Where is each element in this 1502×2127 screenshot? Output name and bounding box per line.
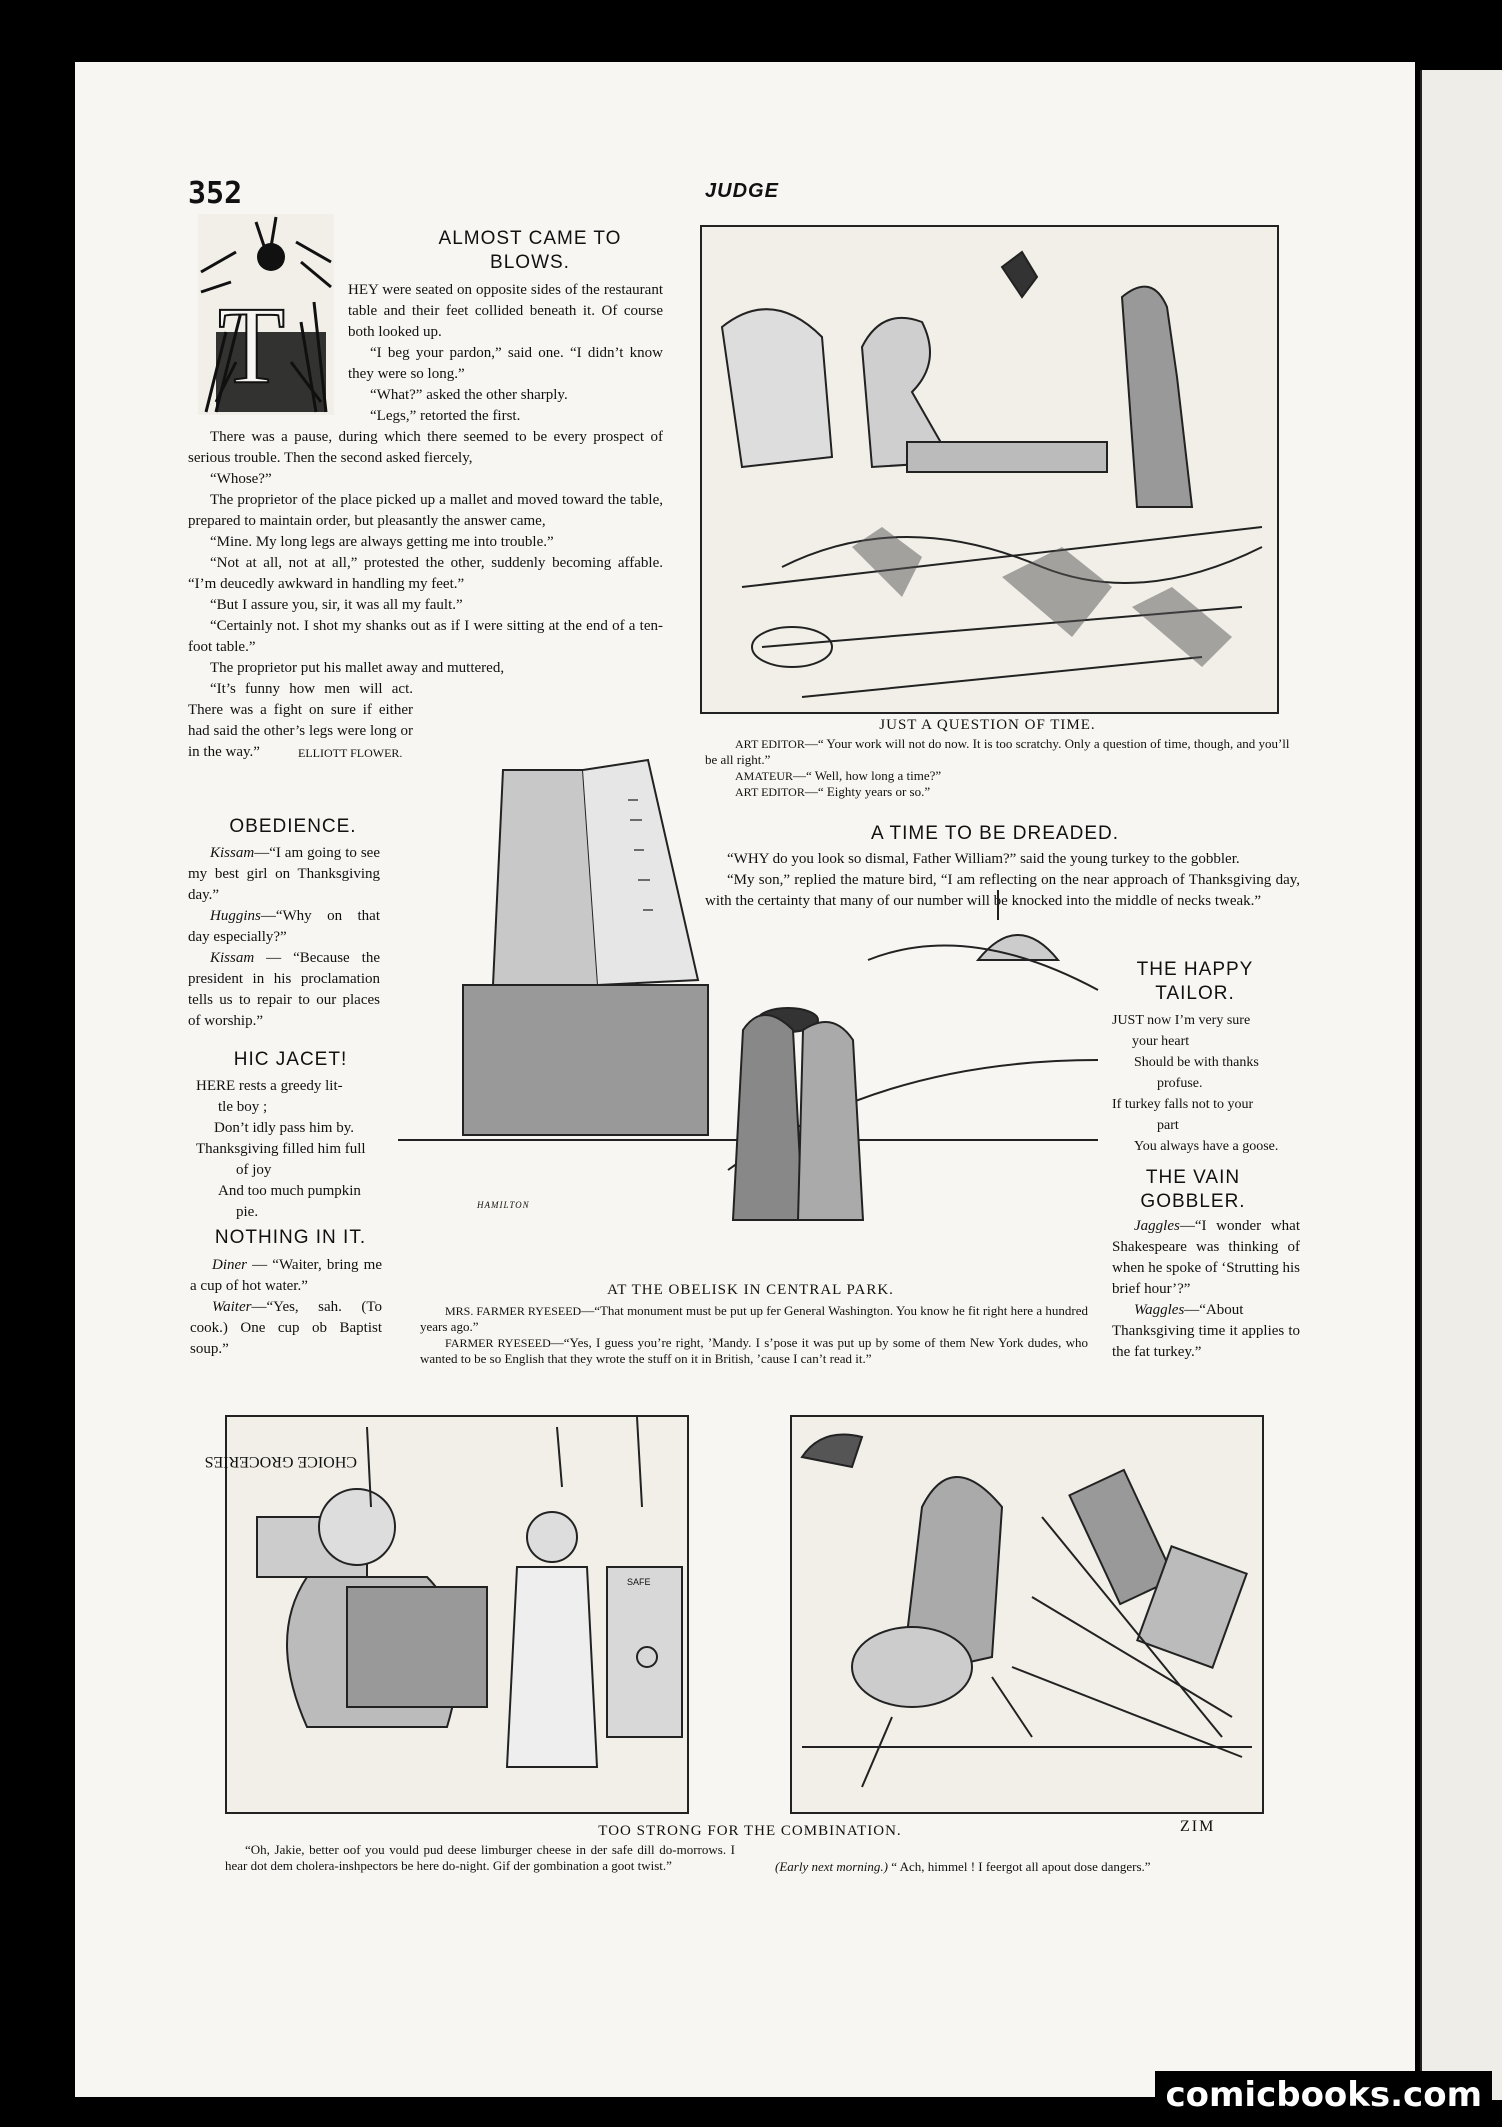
poem-line: JUST now I’m very sure — [1112, 1013, 1251, 1028]
paragraph: “My son,” replied the mature bird, “I am reflecting on the near approach of Thanksgiving day, with the certainty that many of our number will be knocked into the middle of necks tweak.” — [705, 872, 1300, 909]
poem-hic-jacet — [196, 1076, 386, 1223]
speaker: MRS. FARMER RYESEED — [445, 1304, 582, 1318]
dialogue: —“Yes, sah. (To cook.) One cup ob Baptist soup.” — [190, 1299, 382, 1357]
facing-page-edge — [1420, 70, 1502, 2100]
dialogue: —“Why on that day especially?” — [188, 908, 380, 945]
artist-signature-hamilton: HAMILTON — [477, 1200, 530, 1210]
article-title-tailor: THE HAPPY TAILOR. — [1136, 959, 1254, 1004]
dialogue: —“ Your work will not do now. It is too scratchy. Only a question of time, though, and you’ll be all right.” — [705, 736, 1290, 767]
author-credit: ELLIOTT FLOWER. — [298, 746, 403, 760]
article-title-dreaded: A TIME TO BE DREADED. — [870, 823, 1119, 844]
paragraph: “Legs,” retorted the first. — [370, 408, 521, 424]
poem-line: profuse. — [1157, 1076, 1203, 1091]
illustration-art-editor — [700, 225, 1279, 714]
article-body-obedience — [188, 843, 380, 1032]
poem-line: Thanksgiving filled him full — [196, 1141, 366, 1157]
speaker: Jaggles — [1134, 1218, 1180, 1234]
poem-line: If turkey falls not to your — [1112, 1097, 1254, 1112]
paragraph: The proprietor of the place picked up a mallet and moved toward the table, prepared to maintain order, but pleasantly the answer came, — [188, 492, 663, 529]
speaker: Waiter — [212, 1299, 252, 1315]
paragraph: “WHY do you look so dismal, Father William?” said the young turkey to the gobbler. — [727, 851, 1240, 867]
article-title-nothing: NOTHING IN IT. — [214, 1227, 367, 1248]
poem-tailor — [1112, 1010, 1302, 1157]
poem-line: part — [1157, 1118, 1179, 1133]
dialogue: —“I wonder what Shakespeare was thinking of when he spoke of ‘Strutting his brief hour’?” — [1112, 1218, 1300, 1297]
article-body-gobbler — [1112, 1216, 1300, 1363]
page-number: 352 — [188, 176, 243, 211]
poem-line: your heart — [1132, 1034, 1190, 1049]
artist-signature-zim: ZIM — [1180, 1818, 1216, 1835]
dialogue: “ Ach, himmel ! I feergot all apout dose dangers.” — [888, 1859, 1151, 1874]
speaker: Kissam — [210, 845, 255, 861]
illustration-grocer-left — [204, 1415, 689, 1814]
caption-obelisk — [420, 1303, 1088, 1367]
speaker: ART EDITOR — [735, 785, 805, 799]
caption-combination-left: “Oh, Jakie, better oof you vould pud deese limburger cheese in der safe dill do-morrows. I hear dot dem cholera-inshpectors be here do-night. Gif der gombination a goot twist.” — [225, 1842, 735, 1873]
dialogue: —“ Eighty years or so.” — [804, 784, 931, 799]
caption-combination-right — [775, 1859, 1295, 1875]
paragraph: There was a pause, during which there seemed to be every prospect of serious trouble. Then the second asked fiercely, — [188, 429, 663, 466]
paragraph: “Whose?” — [210, 471, 272, 487]
poem-line: Don’t idly pass him by. — [214, 1120, 355, 1136]
drop-cap-letter: T — [218, 284, 286, 406]
dialogue: —“I am going to see my best girl on Thanksgiving day.” — [188, 845, 380, 903]
paragraph: “What?” asked the other sharply. — [370, 387, 568, 403]
paragraph: “Certainly not. I shot my shanks out as if I were sitting at the end of a ten-foot table.” — [188, 618, 663, 655]
article-body-almost — [188, 280, 663, 764]
poem-line: HERE rests a greedy lit- — [196, 1078, 343, 1094]
illustration-grocer-right — [790, 1415, 1264, 1814]
caption-title-obelisk: AT THE OBELISK IN CENTRAL PARK. — [607, 1282, 894, 1298]
safe-label: SAFE — [627, 1577, 651, 1587]
paragraph: The proprietor put his mallet away and muttered, — [210, 660, 505, 676]
poem-line: And too much pumpkin — [218, 1183, 361, 1199]
speaker: Waggles — [1134, 1302, 1185, 1318]
speaker: AMATEUR — [735, 769, 794, 783]
store-sign: CHOICE GROCERIES — [204, 1453, 357, 1470]
poem-line: pie. — [236, 1204, 259, 1220]
dialogue: —“That monument must be put up fer General Washington. You know he fit right here a hundred years ago.” — [420, 1303, 1088, 1334]
paragraph: “I beg your pardon,” said one. “I didn’t know they were so long.” — [348, 345, 663, 382]
speaker: Huggins — [210, 908, 261, 924]
stage-direction: (Early next morning.) — [775, 1859, 889, 1874]
illustration-obelisk — [398, 760, 1103, 1265]
paragraph: “Not at all, not at all,” protested the other, suddenly becoming affable. “I’m deucedly awkward in handling my feet.” — [188, 555, 663, 592]
paragraph: “It’s funny how men will act. There was a fight on sure if either had said the other’s legs were long or in the way.” — [188, 681, 413, 760]
poem-line: You always have a goose. — [1134, 1139, 1279, 1154]
article-title-obedience: OBEDIENCE. — [229, 816, 357, 837]
speaker: Kissam — [210, 950, 255, 966]
poem-line: Should be with thanks — [1134, 1055, 1259, 1070]
paragraph: “But I assure you, sir, it was all my fault.” — [210, 597, 463, 613]
poem-line: tle boy ; — [218, 1099, 268, 1115]
speaker: FARMER RYESEED — [445, 1336, 551, 1350]
dialogue: — “Because the president in his proclamation tells us to repair to our places of worship.” — [188, 950, 380, 1029]
article-body-nothing — [190, 1255, 382, 1360]
speaker: Diner — [212, 1257, 247, 1273]
paragraph: HEY were seated on opposite sides of the restaurant table and their feet collided beneath it. Of course both looked up. — [348, 282, 663, 340]
dialogue: — “Waiter, bring me a cup of hot water.” — [190, 1257, 382, 1294]
dialogue: —“ Well, how long a time?” — [793, 768, 942, 783]
paragraph: “Mine. My long legs are always getting me into trouble.” — [210, 534, 554, 550]
watermark: comicbooks.com — [1155, 2071, 1492, 2119]
masthead: JUDGE — [705, 180, 779, 202]
article-title-almost: ALMOST CAME TO BLOWS. — [438, 228, 622, 273]
caption-title-combination: TOO STRONG FOR THE COMBINATION. — [598, 1823, 902, 1839]
poem-line: of joy — [236, 1162, 272, 1178]
dialogue: —“About Thanksgiving time it applies to the fat turkey.” — [1112, 1302, 1300, 1360]
article-title-hic-jacet: HIC JACET! — [233, 1049, 348, 1070]
speaker: ART EDITOR — [735, 737, 805, 751]
caption-title-question: JUST A QUESTION OF TIME. — [879, 717, 1096, 733]
article-title-gobbler: THE VAIN GOBBLER. — [1140, 1167, 1246, 1212]
dialogue: —“Yes, I guess you’re right, ’Mandy. I s’pose it was put up by some of them New York dudes, who wanted to be so English that they wrote the stuff on it in British, ’cause I can’t read it.” — [420, 1335, 1088, 1366]
